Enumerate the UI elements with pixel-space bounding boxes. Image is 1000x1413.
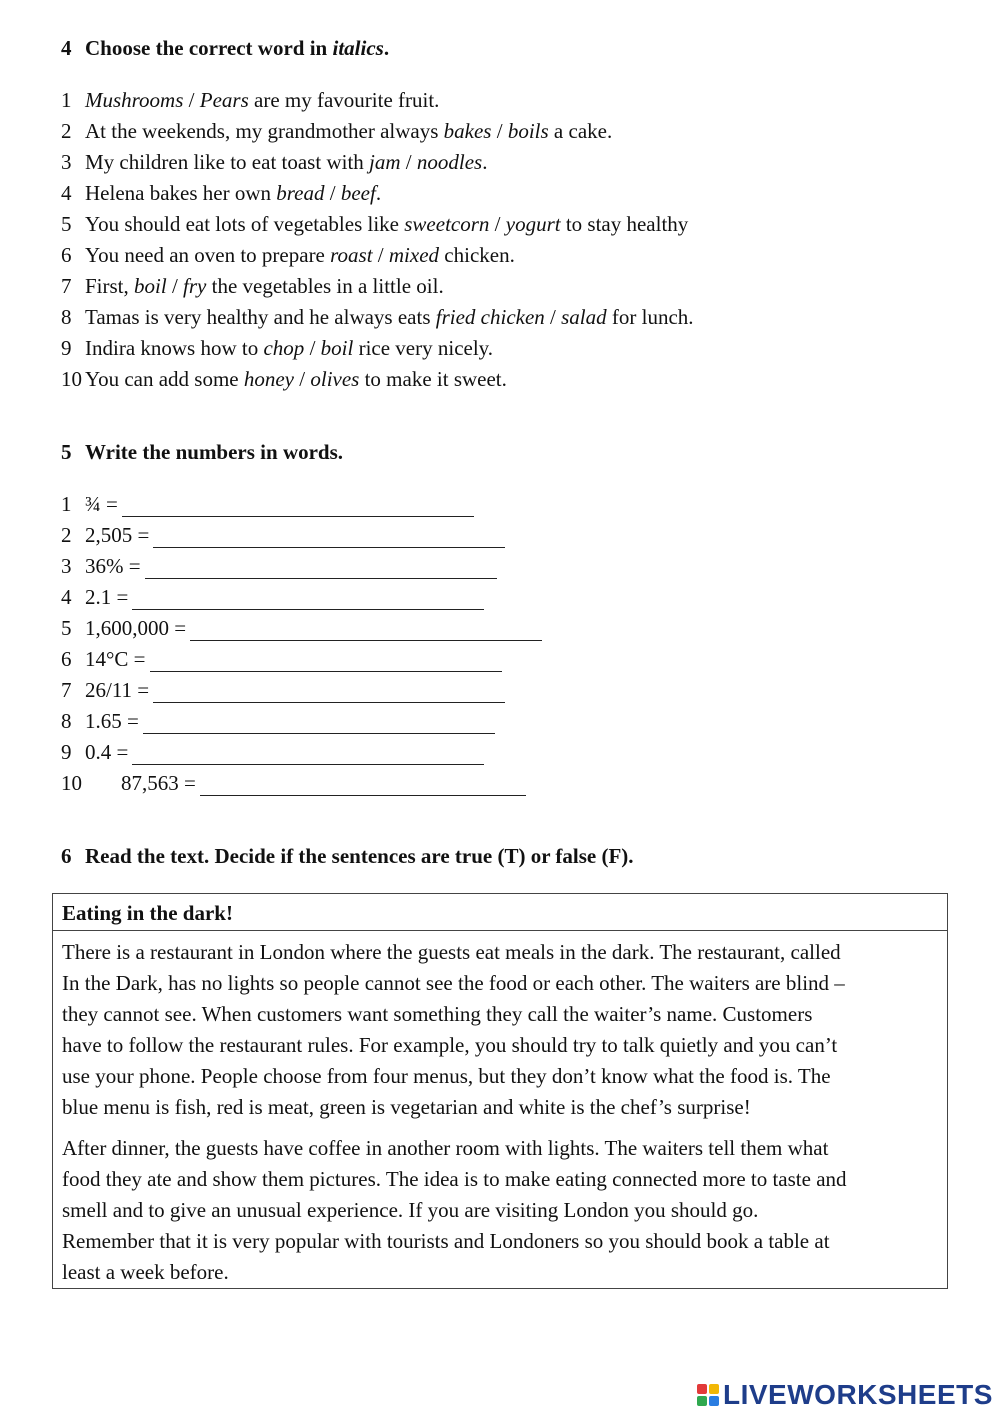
number-item	[61, 520, 542, 551]
item-number: 4	[61, 585, 72, 609]
word-option[interactable]: boil	[320, 336, 354, 360]
choice-item	[61, 364, 694, 395]
section-4-title-suffix: .	[383, 36, 390, 60]
answer-blank[interactable]	[132, 587, 484, 610]
word-option[interactable]: olives	[310, 367, 360, 391]
sentence-text: are my favourite fruit.	[248, 88, 440, 112]
item-number: 10	[61, 771, 82, 795]
number-item	[61, 644, 542, 675]
section-6-title: Read the text. Decide if the sentences are true (T) or false (F).	[85, 844, 634, 868]
word-option[interactable]: boils	[507, 119, 549, 143]
section-5-title: Write the numbers in words.	[85, 440, 344, 464]
item-number: 7	[61, 678, 72, 702]
number-expression: 26/11 =	[85, 678, 150, 702]
sentence-text: You can add some	[85, 367, 244, 391]
sentence-text: .	[482, 150, 488, 174]
sentence-text: /	[166, 274, 184, 298]
answer-blank[interactable]	[132, 742, 484, 765]
sentence-text: .	[375, 181, 382, 205]
number-expression: 2.1 =	[85, 585, 129, 609]
sentence-text: You should eat lots of vegetables like	[85, 212, 405, 236]
sentence-text: /	[400, 150, 417, 174]
answer-blank[interactable]	[122, 494, 474, 517]
choice-item	[61, 271, 694, 302]
text-line: least a week before.	[62, 1260, 229, 1284]
word-option[interactable]: roast	[330, 243, 373, 267]
sentence-text: Tamas is very healthy and he always eats	[85, 305, 436, 329]
answer-blank[interactable]	[153, 525, 505, 548]
sentence-text: At the weekends, my grandmother always	[85, 119, 444, 143]
answer-blank[interactable]	[150, 649, 502, 672]
sentence-text: /	[491, 119, 508, 143]
text-line: After dinner, the guests have coffee in another room with lights. The waiters tell them what	[62, 1136, 829, 1160]
number-expression: 0.4 =	[85, 740, 129, 764]
logo-square	[709, 1384, 719, 1394]
answer-blank[interactable]	[200, 773, 526, 796]
choice-item	[61, 178, 694, 209]
item-number: 2	[61, 523, 72, 547]
word-option[interactable]: Mushrooms	[85, 88, 184, 112]
choice-item	[61, 85, 694, 116]
item-number: 5	[61, 616, 72, 640]
text-line: smell and to give an unusual experience. If you are visiting London you should go.	[62, 1198, 759, 1222]
section-5-heading	[61, 440, 343, 465]
number-expression: 87,563 =	[121, 771, 196, 795]
section-4-title-prefix: Choose the correct word in	[85, 36, 333, 60]
word-option[interactable]: salad	[561, 305, 607, 329]
item-number: 6	[61, 243, 72, 267]
answer-blank[interactable]	[153, 680, 505, 703]
choice-item	[61, 147, 694, 178]
section-6-heading	[61, 844, 634, 869]
text-line: they cannot see. When customers want something they call the waiter’s name. Customers	[62, 1002, 813, 1026]
number-expression: 1.65 =	[85, 709, 139, 733]
section-4-number: 4	[61, 36, 72, 60]
word-option[interactable]: beef	[340, 181, 376, 205]
answer-blank[interactable]	[145, 556, 497, 579]
sentence-text: Indira knows how to	[85, 336, 264, 360]
text-line: There is a restaurant in London where the guests eat meals in the dark. The restaurant, called	[62, 940, 841, 964]
word-option[interactable]: boil	[134, 274, 167, 298]
item-number: 3	[61, 150, 72, 174]
number-item	[61, 551, 542, 582]
word-option[interactable]: fried chicken	[435, 305, 545, 329]
item-number: 10	[61, 367, 82, 391]
reading-paragraph-2	[62, 1133, 942, 1288]
sentence-text: /	[294, 367, 311, 391]
word-option[interactable]: bakes	[443, 119, 492, 143]
word-option[interactable]: sweetcorn	[404, 212, 490, 236]
liveworksheets-logo-icon	[697, 1384, 719, 1406]
word-option[interactable]: noodles	[416, 150, 483, 174]
logo-square	[709, 1396, 719, 1406]
section-4-title-italic: italics	[332, 36, 384, 60]
word-option[interactable]: fry	[183, 274, 207, 298]
section-5-number: 5	[61, 440, 72, 464]
number-item	[61, 489, 542, 520]
sentence-text: /	[489, 212, 506, 236]
number-item	[61, 706, 542, 737]
item-number: 2	[61, 119, 72, 143]
word-option[interactable]: mixed	[388, 243, 440, 267]
item-number: 7	[61, 274, 72, 298]
item-number: 8	[61, 305, 72, 329]
item-number: 8	[61, 709, 72, 733]
choice-item	[61, 333, 694, 364]
answer-blank[interactable]	[190, 618, 542, 641]
section-4-heading	[61, 36, 389, 61]
choice-item	[61, 209, 694, 240]
word-option[interactable]: jam	[369, 150, 401, 174]
text-line: Remember that it is very popular with tourists and Londoners so you should book a table at	[62, 1229, 830, 1253]
sentence-text: You need an oven to prepare	[85, 243, 331, 267]
sentence-text: /	[544, 305, 562, 329]
item-number: 1	[61, 88, 72, 112]
number-expression: 2,505 =	[85, 523, 150, 547]
sentence-text: /	[304, 336, 321, 360]
reading-text-box	[52, 893, 948, 1289]
number-expression: ¾ =	[85, 492, 118, 516]
sentence-text: to make it sweet.	[359, 367, 507, 391]
sentence-text: /	[324, 181, 341, 205]
answer-blank[interactable]	[143, 711, 495, 734]
section-5-list	[61, 489, 542, 799]
sentence-text: rice very nicely.	[353, 336, 494, 360]
number-expression: 36% =	[85, 554, 141, 578]
number-expression: 1,600,000 =	[85, 616, 187, 640]
word-option[interactable]: chop	[263, 336, 305, 360]
logo-square	[697, 1396, 707, 1406]
sentence-text: a cake.	[548, 119, 613, 143]
number-item	[61, 613, 542, 644]
item-number: 3	[61, 554, 72, 578]
choice-item	[61, 116, 694, 147]
section-6-number: 6	[61, 844, 72, 868]
text-line: blue menu is fish, red is meat, green is vegetarian and white is the chef’s surprise!	[62, 1095, 751, 1119]
text-line: have to follow the restaurant rules. For example, you should try to talk quietly and you can’t	[62, 1033, 838, 1057]
title-divider	[53, 930, 947, 931]
sentence-text: chicken.	[439, 243, 515, 267]
sentence-text: First,	[85, 274, 135, 298]
sentence-text: /	[372, 243, 389, 267]
choice-item	[61, 302, 694, 333]
word-option[interactable]: Pears	[199, 88, 249, 112]
liveworksheets-logo-text: LIVEWORKSHEETS	[723, 1379, 993, 1410]
sentence-text: My children like to eat toast with	[85, 150, 370, 174]
reading-paragraph-1	[62, 937, 942, 1123]
sentence-text: Helena bakes her own	[85, 181, 277, 205]
number-item	[61, 737, 542, 768]
reading-text-title: Eating in the dark!	[62, 901, 233, 925]
section-4-list	[61, 85, 694, 395]
word-option[interactable]: yogurt	[505, 212, 561, 236]
sentence-text: to stay healthy	[560, 212, 689, 236]
word-option[interactable]: honey	[243, 367, 295, 391]
sentence-text: for lunch.	[606, 305, 694, 329]
number-item	[61, 768, 542, 799]
sentence-text: the vegetables in a little oil.	[206, 274, 444, 298]
item-number: 4	[61, 181, 72, 205]
number-expression: 14°C =	[85, 647, 146, 671]
item-number: 6	[61, 647, 72, 671]
item-number: 5	[61, 212, 72, 236]
item-number: 9	[61, 336, 72, 360]
number-item	[61, 675, 542, 706]
logo-square	[697, 1384, 707, 1394]
text-line: In the Dark, has no lights so people cannot see the food or each other. The waiters are blind –	[62, 971, 845, 995]
item-number: 1	[61, 492, 72, 516]
item-number: 9	[61, 740, 72, 764]
text-line: food they ate and show them pictures. The idea is to make eating connected more to taste and	[62, 1167, 847, 1191]
liveworksheets-logo[interactable]	[697, 1378, 993, 1412]
sentence-text: /	[183, 88, 200, 112]
text-line: use your phone. People choose from four menus, but they don’t know what the food is. The	[62, 1064, 831, 1088]
word-option[interactable]: bread	[276, 181, 325, 205]
number-item	[61, 582, 542, 613]
choice-item	[61, 240, 694, 271]
